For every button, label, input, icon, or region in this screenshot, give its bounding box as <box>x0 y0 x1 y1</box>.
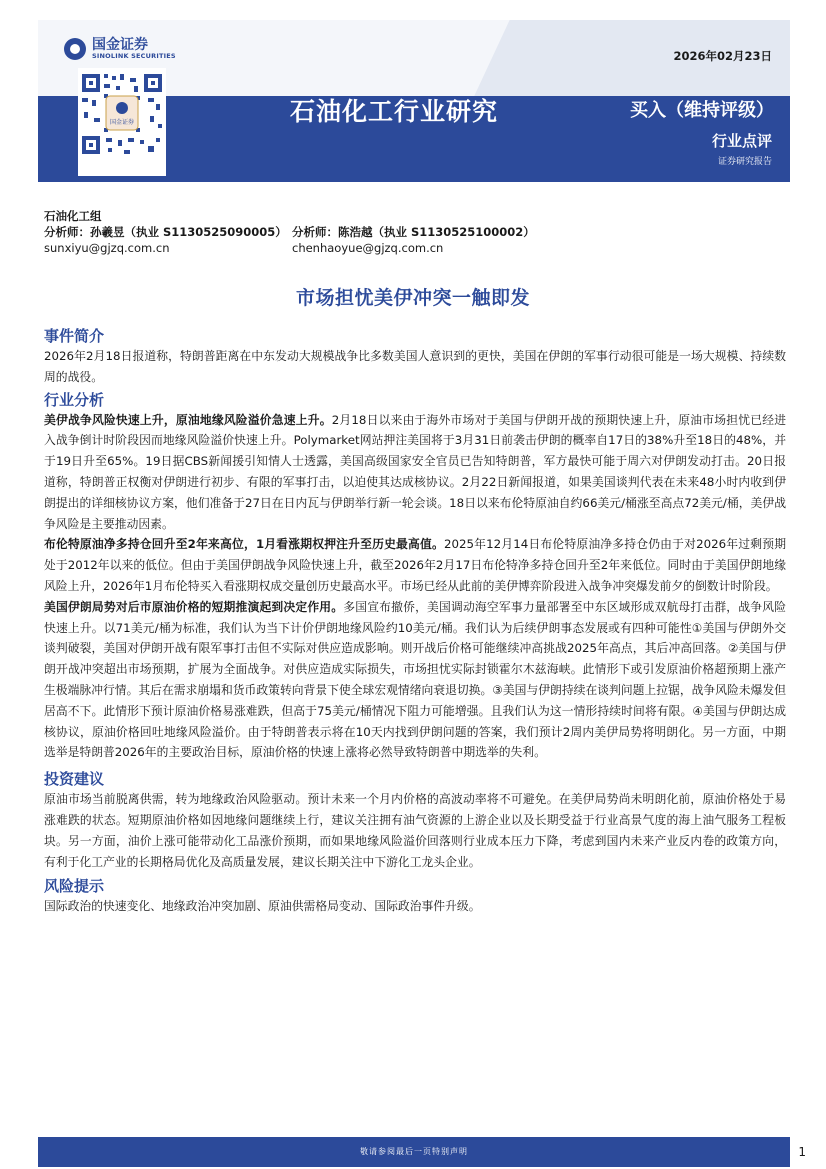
section-title-advice: 投资建议 <box>44 770 105 789</box>
analysis-body-2: 2025年12月14日布伦特原油净多持仓仍由于对2026年过剩预期处于2012年以来的低位。但由于美国伊朗战争风险快速上升，截至2026年2月17日布伦特净多持仓回升至2年来低位。同时由于美国伊朗地缘风险上升，2026年1月布伦特买入看涨期权成交量创历史最高水平。市场已经从此前的美伊博弈阶段进入战争冲突爆发前夕的倒数计时阶段。 <box>44 537 786 593</box>
analyst-1-email[interactable]: sunxiyu@gjzq.com.cn <box>44 241 170 255</box>
report-type: 行业点评 <box>711 132 772 150</box>
analysis-lead-3: 美国伊朗局势对后市原油价格的短期推演起到决定作用。 <box>44 599 344 614</box>
analyst-1: 分析师：孙羲昱（执业 S1130525090005） <box>44 225 287 239</box>
qr-badge-text: 国金证券 <box>109 119 135 126</box>
advice-paragraph: 原油市场当前脱离供需，转为地缘政治风险驱动。预计未来一个月内价格的高波动率将不可避免。在美伊局势尚未明朗化前，原油价格处于易涨难跌的状态。短期原油价格如因地缘问题继续上行，建议关注拥有油气资源的上游企业以及长期受益于行业高景气度的海上油气服务工程板块。另一方面，油价上涨可能带动化工品涨价预期，而如果地缘风险溢价回落则行业成本压力下降，考虑到国内未来产业反内卷的政策方向，有利于化工产业的长期格局优化及高质量发展，建议长期关注中下游化工龙头企业。 <box>44 792 786 869</box>
page-title: 市场担忧美伊冲突一触即发 <box>295 287 530 309</box>
logo-mark-icon <box>64 38 86 60</box>
analysis-body-1: 2月18日以来由于海外市场对于美国与伊朗开战的预期快速上升，原油市场担忧已经进入战争倒计时阶段因而地缘风险溢价快速上升。Polymarket网站押注美国将于3月31日前袭击伊朗的概率自17日的38%升至18日的48%，并于19日升至65%。19日据CBS新闻援引知情人士透露，美国高级国家安全官员已告知特朗普，军方最快可能于周六对伊朗发动打击。20日报道称，特朗普正权衡对伊朗进行初步、有限的军事打击，以迫使其达成核协议。2月22日新闻报道，如果美国谈判代表在未来48小时内收到伊朗提出的详细核协议方案，他们准备于27日在日内瓦与伊朗举行新一轮会谈。18日以来布伦特原油自约66美元/桶涨至高点72美元/桶，美伊战争风险是主要推动因素。 <box>44 412 786 531</box>
analysis-lead-2: 布伦特原油净多持仓回升至2年来高位，1月看涨期权押注升至历史最高值。 <box>44 537 444 552</box>
risk-paragraph: 国际政治的快速变化、地缘政治冲突加剧、原油供需格局变动、国际政治事件升级。 <box>44 899 481 914</box>
page-number: 1 <box>798 1145 806 1159</box>
logo-name-en: SINOLINK SECURITIES <box>92 51 176 60</box>
analyst-2-email[interactable]: chenhaoyue@gjzq.com.cn <box>292 241 444 255</box>
qr-code <box>78 68 166 176</box>
analysis-paragraph-3 <box>44 597 786 763</box>
report-header-banner <box>38 20 790 182</box>
section-title-risk: 风险提示 <box>44 877 105 896</box>
analyst-group: 石油化工组 <box>44 209 102 223</box>
section-title-analysis: 行业分析 <box>44 390 105 409</box>
report-title: 石油化工行业研究 <box>290 97 499 126</box>
section-title-event: 事件简介 <box>44 327 105 345</box>
analyst-2: 分析师：陈浩越（执业 S1130525100002） <box>292 225 535 239</box>
logo-name-cn: 国金证券 <box>92 37 148 54</box>
analyst-block <box>44 208 535 256</box>
event-paragraph: 2026年2月18日报道称，特朗普距离在中东发动大规模战争比多数美国人意识到的更快，美国在伊朗的军事行动很可能是一场大规模、持续数周的战役。 <box>44 349 786 384</box>
report-body <box>44 326 786 917</box>
disclaimer-note: 敬请参阅最后一页特别声明 <box>360 1147 468 1156</box>
report-date: 2026年02月23日 <box>673 49 772 63</box>
company-logo <box>64 38 176 60</box>
analysis-paragraph-1 <box>44 410 786 535</box>
analysis-paragraph-2 <box>44 534 786 596</box>
qr-code-icon <box>78 68 166 176</box>
analysis-lead-1: 美伊战争风险快速上升，原油地缘风险溢价急速上升。 <box>44 412 332 427</box>
rating-badge: 买入（维持评级） <box>630 100 774 121</box>
analysis-body-3: 多国宣布撤侨，美国调动海空军事力量部署至中东区域形成双航母打击群，战争风险快速上升。以71美元/桶为标准，我们认为当下计价伊朗地缘风险约10美元/桶。我们认为后续伊朗事态发展或有四种可能性①美国与伊朗外交谈判破裂，美国对伊朗开战有限军事打击但不实际对供应造成影响。则开战后价格可能继续冲高挑战2025年高点，其后冲高回落。②美国与伊朗开战冲突超出市场预期，扩展为全面战争。对供应造成实际损失，市场担忧实际封锁霍尔木兹海峡。此情形下或引发原油价格超预期上涨产生极端脉冲行情。其后在需求崩塌和货币政策转向背景下使全球宏观情绪向衰退切换。③美国与伊朗持续在谈判问题上拉锯，战争风险未爆发但居高不下。此情形下预计原油价格易涨难跌，但高于75美元/桶情况下阻力可能增强。且我们认为这一情形持续时间将有限。④美国与伊朗达成核协议，原油价格回吐地缘风险溢价。由于特朗普表示将在10天内找到伊朗问题的答案，我们预计2周内美伊局势将明朗化。另一方面，中期选举是特朗普2026年的主要政治目标，原油价格的快速上涨将必然导致特朗普中期选举的失利。 <box>44 599 786 760</box>
report-kind: 证券研究报告 <box>717 157 772 167</box>
page-footer <box>38 1137 790 1167</box>
